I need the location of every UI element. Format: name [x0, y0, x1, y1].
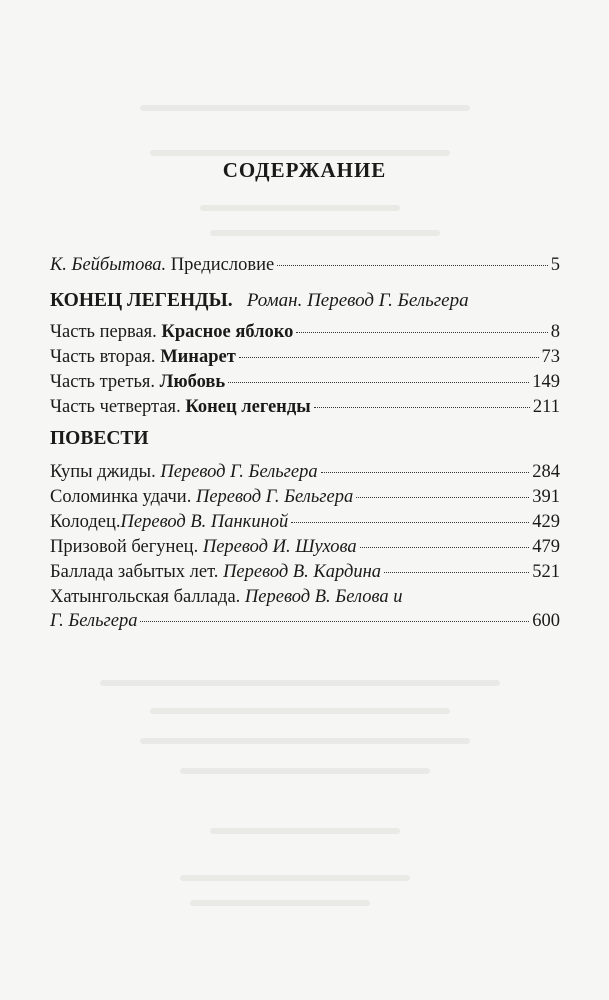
dot-leader [360, 547, 530, 548]
dot-leader [296, 332, 547, 333]
story-translator: Перевод В. Кардина [223, 562, 381, 582]
page-number: 73 [541, 347, 560, 367]
page-title: СОДЕРЖАНИЕ [222, 158, 387, 182]
bleed-through [150, 150, 450, 156]
bleed-through [180, 768, 430, 774]
toc-entry-part[interactable] [50, 397, 560, 423]
bleed-through [140, 105, 470, 111]
part-name: Красное яблоко [161, 322, 294, 342]
story-title: Соломинка удачи. [50, 487, 192, 507]
toc-entry-part[interactable] [50, 322, 560, 348]
dot-leader [277, 265, 548, 266]
dot-leader [228, 382, 529, 383]
part-label: Часть третья. [50, 372, 156, 392]
page-number: 284 [532, 462, 560, 482]
part-label: Часть вторая. [50, 347, 156, 367]
page-number: 479 [532, 537, 560, 557]
story-title: Хатынгольская баллада. [50, 587, 241, 607]
toc-entry-story-line2[interactable] [50, 611, 560, 637]
dot-leader [314, 407, 530, 408]
bleed-through [200, 205, 400, 211]
dot-leader [239, 357, 539, 358]
toc-entry-story[interactable] [50, 487, 560, 513]
toc-entry-story[interactable] [50, 562, 560, 588]
page-number: 211 [532, 397, 560, 417]
page-number: 391 [532, 487, 560, 507]
page-number: 600 [532, 611, 560, 631]
novel-subtitle: Роман. Перевод Г. Бельгера [246, 290, 469, 311]
story-title: Баллада забытых лет. [50, 562, 219, 582]
toc-entry-part[interactable] [50, 372, 560, 398]
story-title: Купы джиды. [50, 462, 156, 482]
toc-entry-story[interactable] [50, 462, 560, 488]
dot-leader [321, 472, 530, 473]
preface-author: К. Бейбытова. [50, 255, 167, 275]
toc-entry-story[interactable] [50, 537, 560, 563]
story-translator: Перевод И. Шухова [202, 537, 357, 557]
part-name: Любовь [159, 372, 226, 392]
page-number: 521 [532, 562, 560, 582]
page-number: 149 [532, 372, 560, 392]
bleed-through [140, 738, 470, 744]
story-translator: Перевод Г. Бельгера [195, 487, 354, 507]
story-title: Колодец. [50, 512, 121, 532]
toc-entry-story-line1[interactable] [50, 587, 403, 608]
story-translator: Перевод В. Белова и [244, 587, 403, 607]
page-number: 5 [550, 255, 560, 275]
stories-heading: ПОВЕСТИ [50, 428, 149, 449]
part-name: Минарет [160, 347, 236, 367]
page-number: 8 [550, 322, 560, 342]
story-translator: Перевод Г. Бельгера [160, 462, 318, 482]
dot-leader [140, 621, 529, 622]
bleed-through [150, 708, 450, 714]
bleed-through [210, 828, 400, 834]
part-name: Конец легенды [185, 397, 311, 417]
novel-heading [50, 290, 469, 312]
toc-entry-story[interactable] [50, 512, 560, 538]
bleed-through [210, 230, 440, 236]
dot-leader [384, 572, 529, 573]
bleed-through [190, 900, 370, 906]
dot-leader [356, 497, 529, 498]
preface-label: Предисловие [170, 255, 275, 275]
story-title: Призовой бегунец. [50, 537, 199, 557]
toc-entry-preface[interactable] [50, 255, 560, 281]
part-label: Часть первая. [50, 322, 157, 342]
bleed-through [180, 875, 410, 881]
story-translator: Перевод В. Панкиной [120, 512, 289, 532]
story-translator-continued: Г. Бельгера [50, 611, 138, 631]
novel-title: КОНЕЦ ЛЕГЕНДЫ. [50, 290, 233, 311]
page-number: 429 [532, 512, 560, 532]
toc-entry-part[interactable] [50, 347, 560, 373]
part-label: Часть четвертая. [50, 397, 181, 417]
bleed-through [100, 680, 500, 686]
dot-leader [291, 522, 529, 523]
